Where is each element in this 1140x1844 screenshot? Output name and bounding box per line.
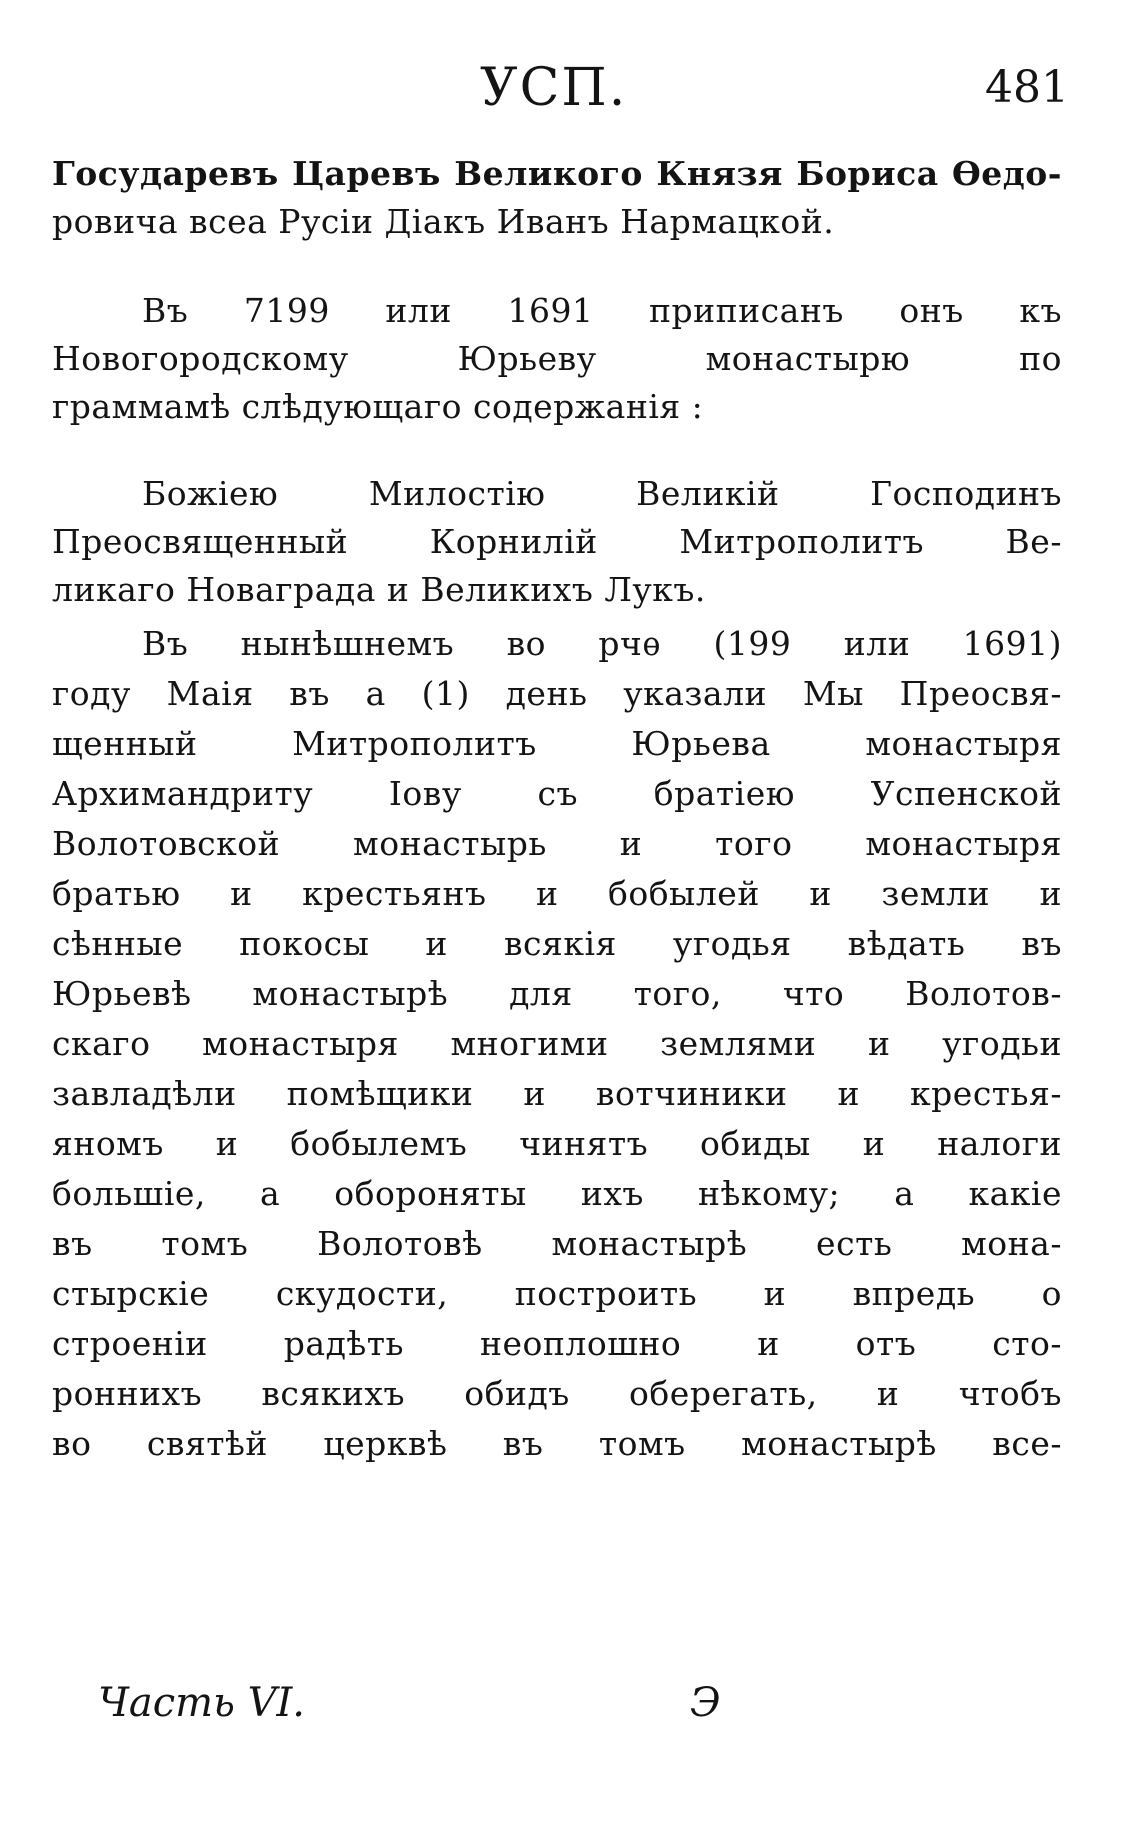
text-line: стырскіе скудости, построить и впредь о bbox=[52, 1274, 1062, 1313]
text-line: сѣнные покосы и всякія угодья вѣдать въ bbox=[52, 924, 1062, 963]
text-line: скаго монастыря многими землями и угодьи bbox=[52, 1024, 1062, 1063]
text-line: строеніи радѣть неоплошно и отъ сто- bbox=[52, 1324, 1062, 1363]
text-line: Новогородскому Юрьеву монастырю по bbox=[52, 339, 1062, 378]
text-line: роннихъ всякихъ обидъ оберегать, и чтобъ bbox=[52, 1374, 1062, 1413]
text-line: ровича всеа Русіи Діакъ Иванъ Нармацкой. bbox=[52, 202, 835, 241]
page-header-title: УСП. bbox=[480, 58, 628, 118]
text-line: большіе, а обороняты ихъ нѣкому; а какіе bbox=[52, 1174, 1062, 1213]
text-line: въ томъ Волотовѣ монастырѣ есть мона- bbox=[52, 1224, 1062, 1263]
text-line: Божіею Милостію Великій Господинъ bbox=[142, 474, 1062, 513]
text-line: Государевъ Царевъ Великого Князя Бориса Өедо- bbox=[52, 154, 1062, 193]
text-line: Въ 7199 или 1691 приписанъ онъ къ bbox=[142, 291, 1062, 330]
text-line: Юрьевѣ монастырѣ для того, что Волотов- bbox=[52, 974, 1062, 1013]
text-line: граммамѣ слѣдующаго содержанія : bbox=[52, 387, 704, 426]
text-line: Волотовской монастырь и того монастыря bbox=[52, 824, 1062, 863]
text-line: году Маія въ а (1) день указали Мы Преосвя- bbox=[52, 674, 1062, 713]
text-line: Архимандриту Іову съ братіею Успенской bbox=[52, 774, 1062, 813]
text-line: яномъ и бобылемъ чинятъ обиды и налоги bbox=[52, 1124, 1062, 1163]
catchword: Э bbox=[690, 1680, 721, 1726]
page-number: 481 bbox=[985, 62, 1069, 113]
running-head bbox=[0, 58, 1140, 128]
text-line: щенный Митрополитъ Юрьева монастыря bbox=[52, 724, 1062, 763]
text-line: Въ нынѣшнемъ во рчѳ (199 или 1691) bbox=[142, 624, 1062, 663]
text-line: завладѣли помѣщики и вотчиники и крестья- bbox=[52, 1074, 1062, 1113]
text-line: братью и крестьянъ и бобылей и земли и bbox=[52, 874, 1062, 913]
signature-mark: Часть VI. bbox=[98, 1680, 305, 1726]
text-line: Преосвященный Корнилій Митрополитъ Ве- bbox=[52, 522, 1062, 561]
text-line: во святѣй церквѣ въ томъ монастырѣ все- bbox=[52, 1424, 1062, 1463]
text-line: ликаго Новаграда и Великихъ Лукъ. bbox=[52, 570, 706, 609]
